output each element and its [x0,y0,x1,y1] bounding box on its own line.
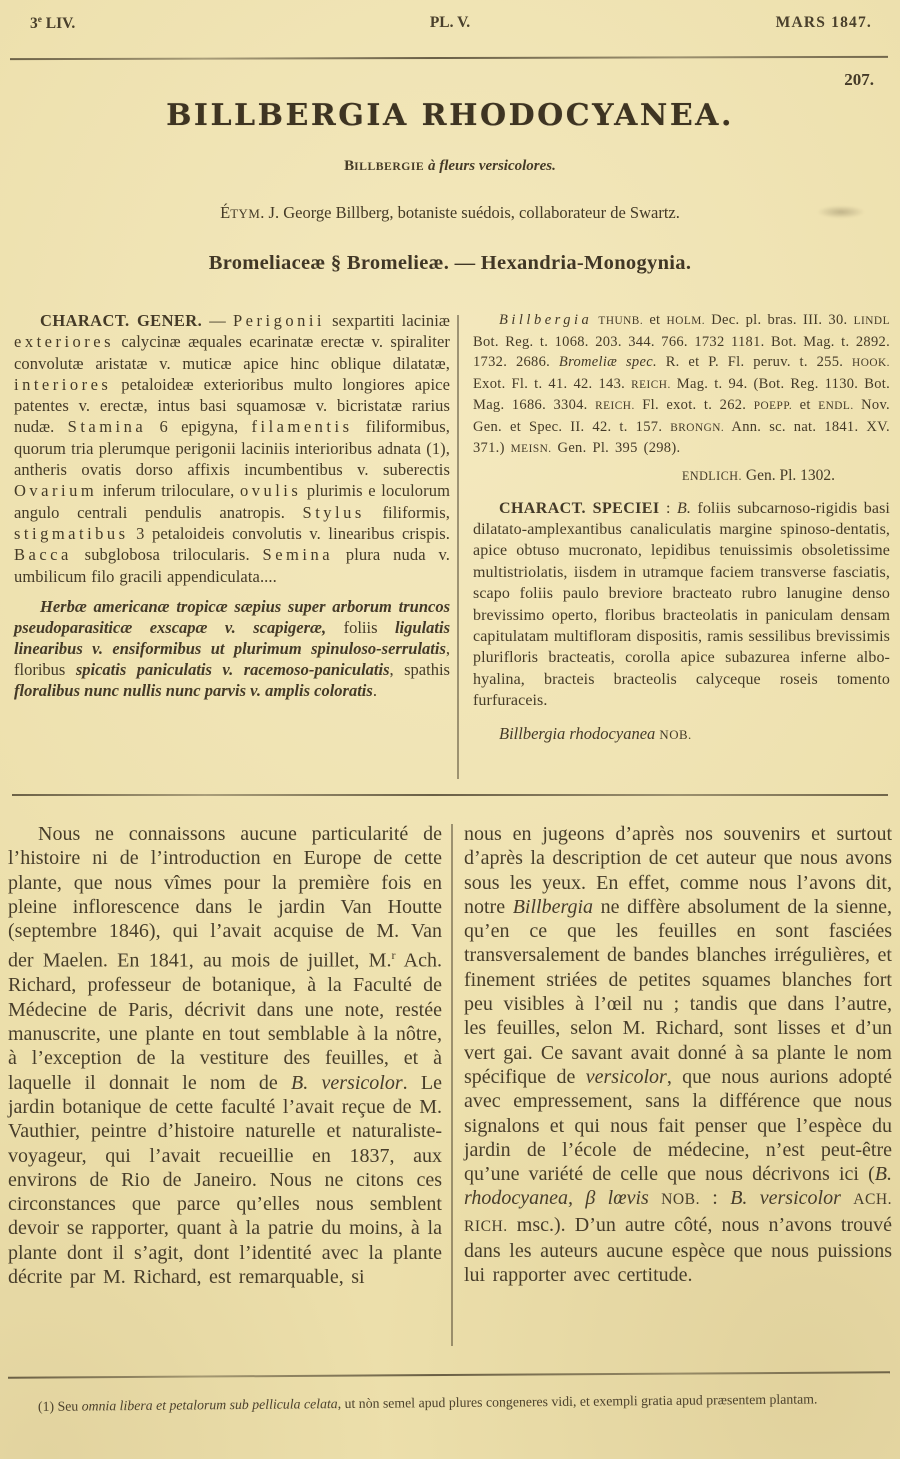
page-number: 207. [844,70,874,89]
column-divider [451,824,453,1346]
issue-label: 3e LIV. [30,15,76,33]
french-text-right: nous en jugeons d’après nos souvenirs et surtout d’après la description de cet auteur que nous avons sous les yeux. En effet, comme nous l’avons dit, notre Billbergia ne diffère absolument de la sienne, qu’en ce que les feuilles en sont fasciées transversalement de bandes blanches irrégulières, et finement striées de petites squames blanches fort peu visibles à l’œil nu ; tandis que dans l’autre, les feuilles, selon M. Richard, sont lisses et d’un vert gai. Ce savant avait donné à sa plante le nom spécifique de versicolor, que nous aurions adopté avec empressement, sans la différence que nous signalons et qui nous fait penser que l’espèce du jardin de l’école de médecine, n’est peut-être qu’une variété de celle que nous décrivons ici (B. rhodocyanea, β lœvis NOB. : B. versicolor ACH. RICH. msc.). D’un autre côté, nous n’avons trouvé dans les auteurs aucune espèce que nous puissions lui rapporter avec certitude. [464,823,893,1287]
endlicher-reference: ENDLICH. Gen. Pl. 1302. [681,466,835,484]
charact-gener-paragraph: CHARACT. GENER. — Perigonii sexpartiti laciniæ exteriores calycinæ æquales ecarinatæ erectæ v. spiraliter convolutæ aristatæ v. muticæ apice hinc oblique dilatatæ, interiores petaloideæ exterioribus multo longiores apice patentes v. erectæ, intus basi squamosæ v. bicristatæ rarius nudæ. Stamina 6 epigyna, filamentis filiformibus, quorum tria plerumque perigonii laciniis interioribus adnata (1), antheris ovatis dorso affixis incumbentibus v. suberectis Ovarium inferum triloculare, ovulis plurimis e loculorum angulo centrali pendulis anatropis. Stylus filiformis, stigmatibus 3 petaloideis convolutis v. linearibus crispis. Bacca subglobosa trilocularis. Semina plura nuda v. umbilicum filo gracili appendiculata.... [14,311,451,586]
section-rule [12,794,888,796]
latin-diagnosis-section [0,310,900,790]
header-rule [10,56,888,60]
synonymy-references-paragraph: Billbergia THUNB. et HOLM. Dec. pl. bras. III. 30. LINDL Bot. Reg. t. 1068. 203. 344. 766. 1732 1181. Bot. Mag. t. 2892. 1732. 2686. Bromeliæ spec. R. et P. Fl. peruv. t. 255. HOOK. Exot. Fl. t. 41. 42. 143. REICH. Mag. t. 94. (Bot. Reg. 1130. Bot. Mag. 1686. 3304. REICH. Fl. exot. t. 262. POEPP. et ENDL. Nov. Gen. et Spec. II. 42. t. 157. BRONGN. Ann. sc. nat. 1841. XV. 371.) MEISN. Gen. Pl. 395 (298). [473,312,891,456]
latin-right-column [473,310,890,744]
page-header [0,14,900,38]
article-subtitle: BILLBERGIE à fleurs versicolores. [344,158,556,174]
french-right-column [464,822,892,1288]
charact-speciei-paragraph: CHARACT. SPECIEI : B. foliis subcarnoso-rigidis basi dilatato-amplexantibus canaliculatis margine spinoso-dentatis, apice obtuso mucronato, lepidibus tenuissimis obsoletissime multistriolatis, iisdem in utramque faciem transverse fasciatis, scapo foliis paulo breviore bracteato rubro lanugine denso brevissimo operto, floribus bracteolatis in paniculam densam capitulatam multifloram dispositis, ramis sessilibus brevissimis plurifloris bracteatis, corolla apice subazurea inferne albo-hyalina, bracteis bracteolis calyceque roseis tomento furfuraceis. [473,499,890,710]
latin-left-column [14,310,450,701]
article-title: BILLBERGIA RHODOCYANEA. [166,98,734,133]
french-text-left: Nous ne connaissons aucune particularité de l’histoire ni de l’introduction en Europe de cette plante, que nous vîmes pour la première fois en pleine inflorescence dans le jardin Van Houtte (septembre 1846), qui l’avait acquise de M. Van der Maelen. En 1841, au mois de juillet, M.$^r$ Ach. Richard, professeur de botanique, à la Faculté de Médecine de Paris, décrivit dans une note, restée manuscrite, une plante en tout semblable à la nôtre, à l’exception de la vestiture des feuilles, et à laquelle il donnait le nom de B. versicolor. Le jardin botanique de cette faculté l’avait reçue de M. Vauthier, peintre d’histoire naturelle et naturaliste-voyageur, qui l’avait recueillie en 1837, aux environs de Rio de Janeiro. Nous ne citons ces circonstances que parce qu’elles nous semblent devoir se rapporter, quant à la patrie du moins, à la plante dont il s’agit, dont l’identité avec la plante décrite par M. Richard, est remarquable, si [8,823,443,1288]
etymology-line: ÉTYM. J. George Billberg, botaniste suédois, collaborateur de Swartz. [220,203,680,222]
species-name-line: Billbergia rhodocyanea NOB. [499,723,692,743]
date-label: MARS 1847. [775,14,872,31]
footnote-rule [8,1371,890,1378]
scan-smudge [808,204,874,220]
french-left-column [8,822,442,1289]
french-commentary-section [0,822,900,1357]
footnote-text: (1) Seu omnia libera et petalorum sub pellicula celata, ut nòn semel apud plures congeneres vidi, et exempli gratia apud præsentem plantam. [37,1391,818,1414]
taxonomy-heading: Bromeliaceæ § Bromelieæ. — Hexandria-Monogynia. [208,252,692,274]
herbae-paragraph: Herbæ americanæ tropicæ sæpius super arborum truncos pseudoparasiticæ exscapæ v. scapigeræ, foliis ligulatis linearibus v. ensiformibus ut plurimum spinuloso-serrulatis, floribus spicatis paniculatis v. racemoso-paniculatis, spathis floralibus nunc nullis nunc parvis v. amplis coloratis. [14,596,450,700]
plate-label: PL. V. [429,14,471,31]
column-divider [457,315,459,779]
